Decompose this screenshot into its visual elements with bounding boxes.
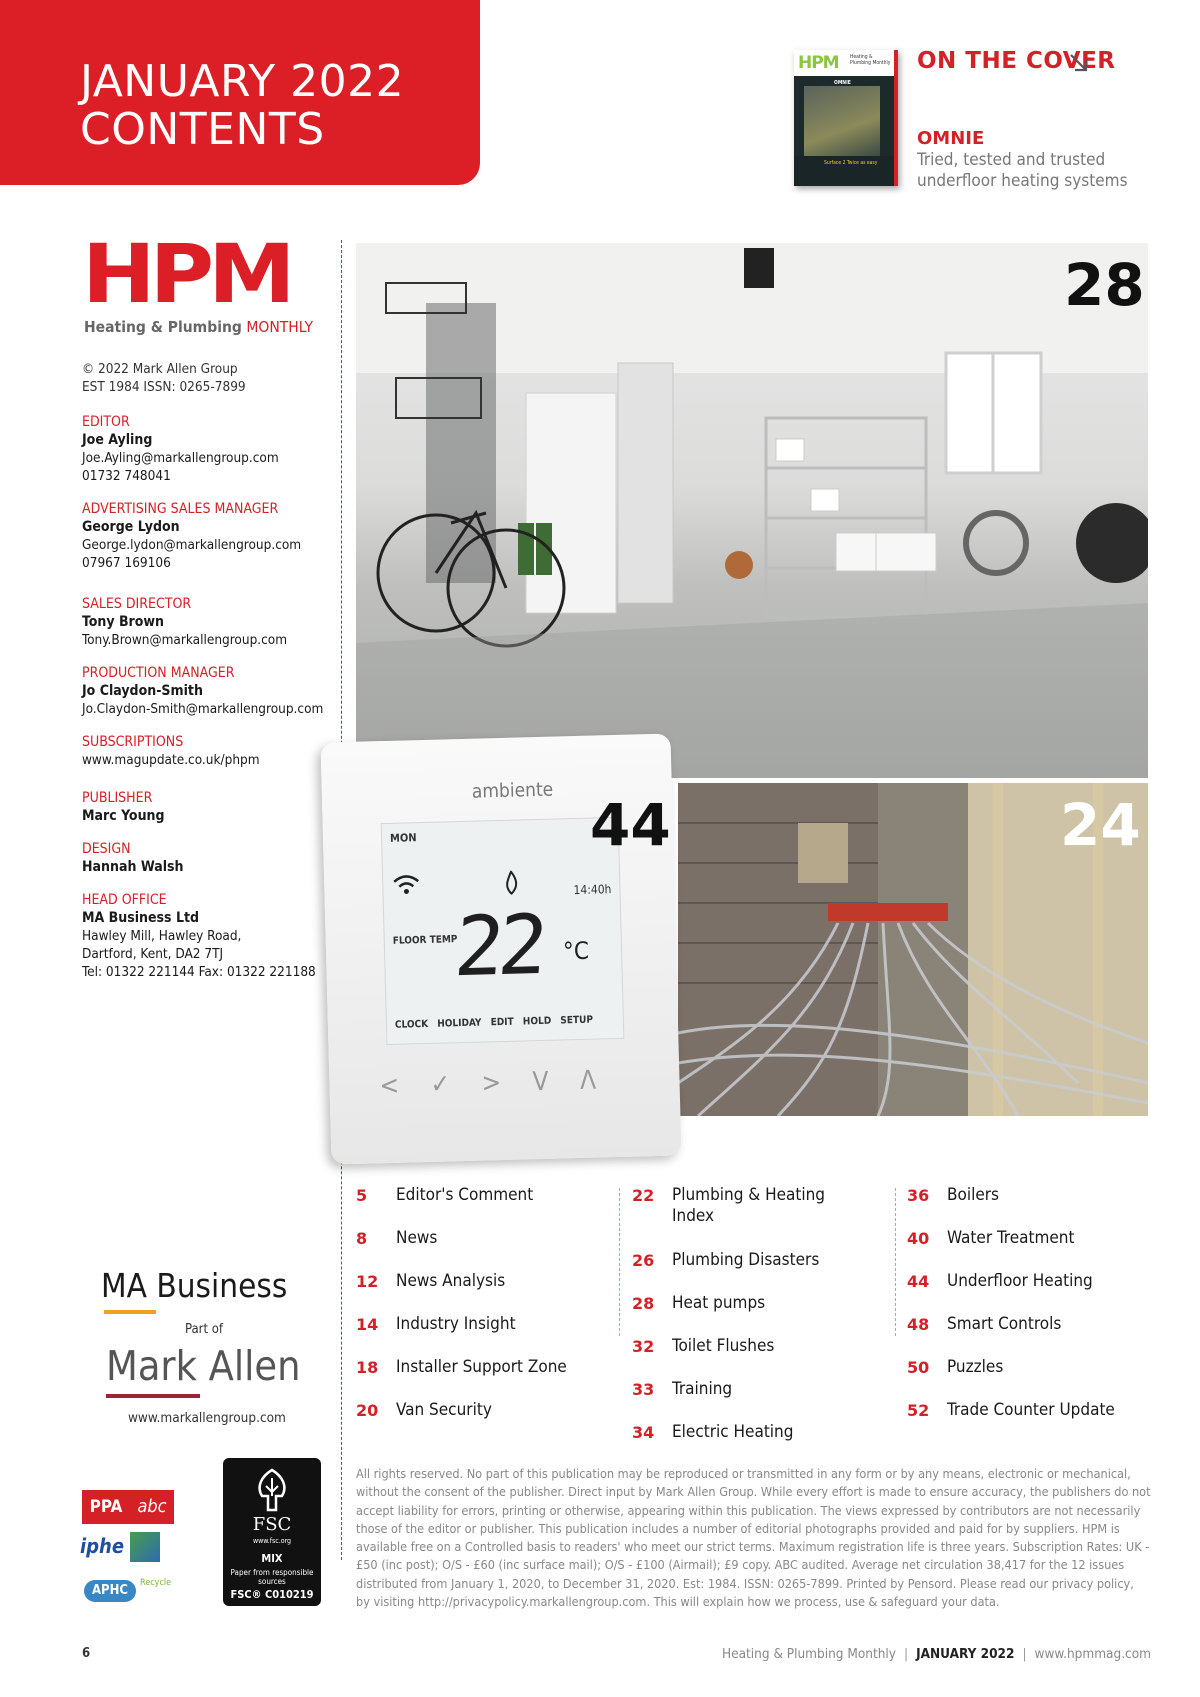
toc-page: 32 bbox=[632, 1337, 655, 1356]
section-label: ADVERTISING SALES MANAGER bbox=[82, 501, 279, 517]
flame-icon bbox=[503, 871, 520, 895]
page-title bbox=[80, 58, 404, 154]
recycle-logo: Recycle bbox=[140, 1578, 172, 1588]
hpm-logo: HPM bbox=[82, 226, 290, 322]
iphe-logo: iphe bbox=[80, 1534, 125, 1558]
toc-page: 48 bbox=[907, 1315, 930, 1334]
toc-page: 20 bbox=[356, 1401, 379, 1420]
toc-page: 8 bbox=[356, 1229, 368, 1248]
fsc-tree-icon bbox=[248, 1466, 296, 1516]
toc-title: Underfloor Heating bbox=[947, 1271, 1093, 1291]
advertising-section bbox=[82, 500, 332, 572]
toc-page: 34 bbox=[632, 1423, 655, 1442]
contact-name: Hannah Walsh bbox=[82, 859, 184, 875]
contact-phone: 01732 748041 bbox=[82, 468, 171, 484]
toc-page: 14 bbox=[356, 1315, 379, 1334]
toc-title: Editor's Comment bbox=[396, 1185, 534, 1205]
copyright-block bbox=[82, 360, 332, 396]
toc-page: 40 bbox=[907, 1229, 930, 1248]
toc-title: Plumbing Disasters bbox=[672, 1250, 820, 1270]
ma-business-underline bbox=[104, 1310, 156, 1314]
est-issn: EST 1984 ISSN: 0265-7899 bbox=[82, 379, 246, 395]
toc-title: Boilers bbox=[947, 1185, 1000, 1205]
iphe-badge-icon bbox=[130, 1532, 160, 1562]
thermostat-floor-label: FLOOR TEMP bbox=[392, 934, 458, 947]
contact-email[interactable]: George.lydon@markallengroup.com bbox=[82, 537, 302, 553]
cover-footer bbox=[794, 156, 894, 186]
footer-url[interactable]: www.hpmmag.com bbox=[1034, 1646, 1151, 1662]
page-number-badge: 28 bbox=[1064, 251, 1145, 319]
toc-title: Plumbing & Heating Index bbox=[672, 1185, 826, 1226]
head-office-section bbox=[82, 891, 332, 981]
toc-divider bbox=[619, 1188, 620, 1336]
toc-title: Van Security bbox=[396, 1400, 492, 1420]
sales-section bbox=[82, 595, 332, 649]
design-section bbox=[82, 840, 332, 876]
toc-page: 26 bbox=[632, 1251, 655, 1270]
garage-photo[interactable] bbox=[356, 243, 1148, 778]
thermostat-keys: < ✓ > V Λ bbox=[379, 1065, 597, 1102]
toc-title: News Analysis bbox=[396, 1271, 506, 1291]
thermostat-unit: °C bbox=[562, 936, 590, 966]
toc-page: 28 bbox=[632, 1294, 655, 1313]
toc-page: 44 bbox=[907, 1272, 930, 1291]
contact-email[interactable]: Joe.Ayling@markallengroup.com bbox=[82, 450, 279, 466]
contact-email[interactable]: Tony.Brown@markallengroup.com bbox=[82, 632, 288, 648]
address-line: Dartford, Kent, DA2 7TJ bbox=[82, 946, 224, 962]
abc-logo: abc bbox=[130, 1490, 174, 1524]
contact-name: George Lydon bbox=[82, 519, 180, 535]
production-section bbox=[82, 664, 332, 718]
page-number-badge: 44 bbox=[590, 791, 671, 859]
section-label: PRODUCTION MANAGER bbox=[82, 665, 235, 681]
section-label: DESIGN bbox=[82, 841, 131, 857]
hpm-tagline bbox=[84, 318, 313, 336]
thermostat-time: 14:40h bbox=[573, 882, 612, 898]
toc-page: 52 bbox=[907, 1401, 930, 1420]
on-the-cover-heading: ON THE COVER bbox=[917, 48, 1116, 74]
toc-title: Puzzles bbox=[947, 1357, 1004, 1377]
thermostat-menu: CLOCK HOLIDAY EDIT HOLD SETUP bbox=[394, 1014, 594, 1031]
section-label: HEAD OFFICE bbox=[82, 892, 167, 908]
editor-section bbox=[82, 413, 332, 485]
toc-title: News bbox=[396, 1228, 438, 1248]
garage-illustration bbox=[356, 243, 1148, 778]
contact-name: Tony Brown bbox=[82, 614, 165, 630]
footer-separator: | bbox=[903, 1646, 909, 1662]
toc-title: Installer Support Zone bbox=[396, 1357, 567, 1377]
contact-name: Jo Claydon-Smith bbox=[82, 683, 203, 699]
cover-image bbox=[804, 86, 880, 156]
aphc-logo: APHC bbox=[84, 1580, 136, 1602]
fsc-code: FSC® C010219 bbox=[230, 1588, 314, 1601]
ma-business-logo: MA Business bbox=[101, 1266, 288, 1305]
toc-page: 5 bbox=[356, 1186, 368, 1205]
cover-company: OMNIE bbox=[917, 128, 985, 149]
cover-subtitle: Heating & Plumbing Monthly bbox=[850, 54, 891, 66]
fsc-mix: MIX bbox=[261, 1552, 283, 1565]
masthead bbox=[82, 360, 332, 996]
toc-title: Electric Heating bbox=[672, 1422, 794, 1442]
toc-title: Industry Insight bbox=[396, 1314, 516, 1334]
page-number: 6 bbox=[82, 1646, 91, 1661]
tagline-main: Heating & Plumbing bbox=[84, 318, 242, 336]
fsc-name: FSC bbox=[252, 1514, 292, 1535]
contact-phone: 07967 169106 bbox=[82, 555, 171, 571]
fsc-logo bbox=[223, 1458, 321, 1606]
cover-brand: OMNIE bbox=[834, 80, 851, 86]
contact-name: Marc Young bbox=[82, 808, 165, 824]
toc-page: 22 bbox=[632, 1186, 655, 1205]
cover-strap: Surface 2 Twice as easy bbox=[824, 160, 878, 166]
thermostat-brand: ambiente bbox=[471, 778, 554, 803]
page-number-badge: 24 bbox=[1060, 791, 1141, 859]
toc-page: 36 bbox=[907, 1186, 930, 1205]
issue-date: JANUARY 2022 bbox=[80, 56, 405, 107]
mark-allen-url[interactable]: www.markallengroup.com bbox=[128, 1410, 286, 1426]
arrow-down-right-icon bbox=[1068, 52, 1090, 74]
footer-magazine: Heating & Plumbing Monthly bbox=[721, 1646, 896, 1662]
contact-name: MA Business Ltd bbox=[82, 910, 200, 926]
toc-divider bbox=[895, 1188, 896, 1336]
subscriptions-url[interactable]: www.magupdate.co.uk/phpm bbox=[82, 752, 260, 768]
part-of-label: Part of bbox=[185, 1322, 224, 1337]
thermostat-screen bbox=[381, 817, 625, 1045]
page-footer bbox=[722, 1646, 1151, 1662]
thermostat-temperature: 22 bbox=[451, 897, 546, 996]
section-label: EDITOR bbox=[82, 414, 130, 430]
toc-title: Trade Counter Update bbox=[947, 1400, 1115, 1420]
fsc-url: www.fsc.org bbox=[252, 1537, 292, 1545]
address-line: Hawley Mill, Hawley Road, bbox=[82, 928, 242, 944]
toc-title: Smart Controls bbox=[947, 1314, 1062, 1334]
copyright: © 2022 Mark Allen Group bbox=[82, 361, 238, 377]
cover-thumbnail[interactable] bbox=[794, 50, 898, 186]
subscriptions-section bbox=[82, 733, 332, 769]
section-label: SALES DIRECTOR bbox=[82, 596, 192, 612]
tagline-monthly: MONTHLY bbox=[246, 318, 313, 336]
toc-page: 12 bbox=[356, 1272, 379, 1291]
contact-email[interactable]: Jo.Claydon-Smith@markallengroup.com bbox=[82, 701, 324, 717]
cover-description: Tried, tested and trusted underfloor heating systems bbox=[917, 150, 1128, 191]
toc-page: 18 bbox=[356, 1358, 379, 1377]
toc-page: 33 bbox=[632, 1380, 655, 1399]
cover-logo: HPM bbox=[798, 53, 839, 73]
section-label: SUBSCRIPTIONS bbox=[82, 734, 184, 750]
tel-fax: Tel: 01322 221144 Fax: 01322 221188 bbox=[82, 964, 316, 980]
toc-title: Heat pumps bbox=[672, 1293, 766, 1313]
footer-separator: | bbox=[1022, 1646, 1027, 1662]
fsc-paper: Paper from responsible sources bbox=[230, 1568, 314, 1586]
wifi-icon bbox=[391, 873, 422, 896]
toc-title: Training bbox=[672, 1379, 733, 1399]
mark-allen-underline bbox=[106, 1394, 200, 1398]
publisher-section bbox=[82, 789, 332, 825]
contact-name: Joe Ayling bbox=[82, 432, 153, 448]
ppa-logo: PPA bbox=[82, 1490, 130, 1524]
toc-title: Water Treatment bbox=[947, 1228, 1075, 1248]
toc-title: Toilet Flushes bbox=[672, 1336, 775, 1356]
toc-page: 50 bbox=[907, 1358, 930, 1377]
footer-issue: JANUARY 2022 bbox=[916, 1646, 1015, 1662]
header-banner bbox=[0, 0, 480, 185]
legal-disclaimer: All rights reserved. No part of this publication may be reproduced or transmitted in any form or by any means, electronic or mechanical, without the consent of the publisher. Direct input by Mark Allen Group. While every effort is made to ensure accuracy, the publishers do not accept liability for errors, printing or otherwise, appearing within this publication. The views expressed by contributors are not necessarily those of the editor or publisher. This publication includes a number of editorial photographs provided and paid for by suppliers. HPM is available free on a Controlled basis to readers' who meet our strict terms. Maximum registration life is three years. Subscription Rates: UK - £50 (inc post); O/S - £60 (inc surface mail); O/S - £100 (Airmail); £9 copy. ABC audited. Average net circulation 38,417 for the 12 issues distributed from January 1, 2020, to December 31, 2020. Est: 1984. ISSN: 0265-7899. Printed by Pensord. Please read our privacy policy, by visiting http://privacypolicy.markallengroup.com. This will explain how we process, use & safeguard your data. bbox=[356, 1466, 1151, 1610]
thermostat-day: MON bbox=[389, 831, 417, 845]
mark-allen-logo: Mark Allen bbox=[106, 1342, 301, 1390]
contents-heading: CONTENTS bbox=[80, 104, 325, 155]
section-label: PUBLISHER bbox=[82, 790, 153, 806]
